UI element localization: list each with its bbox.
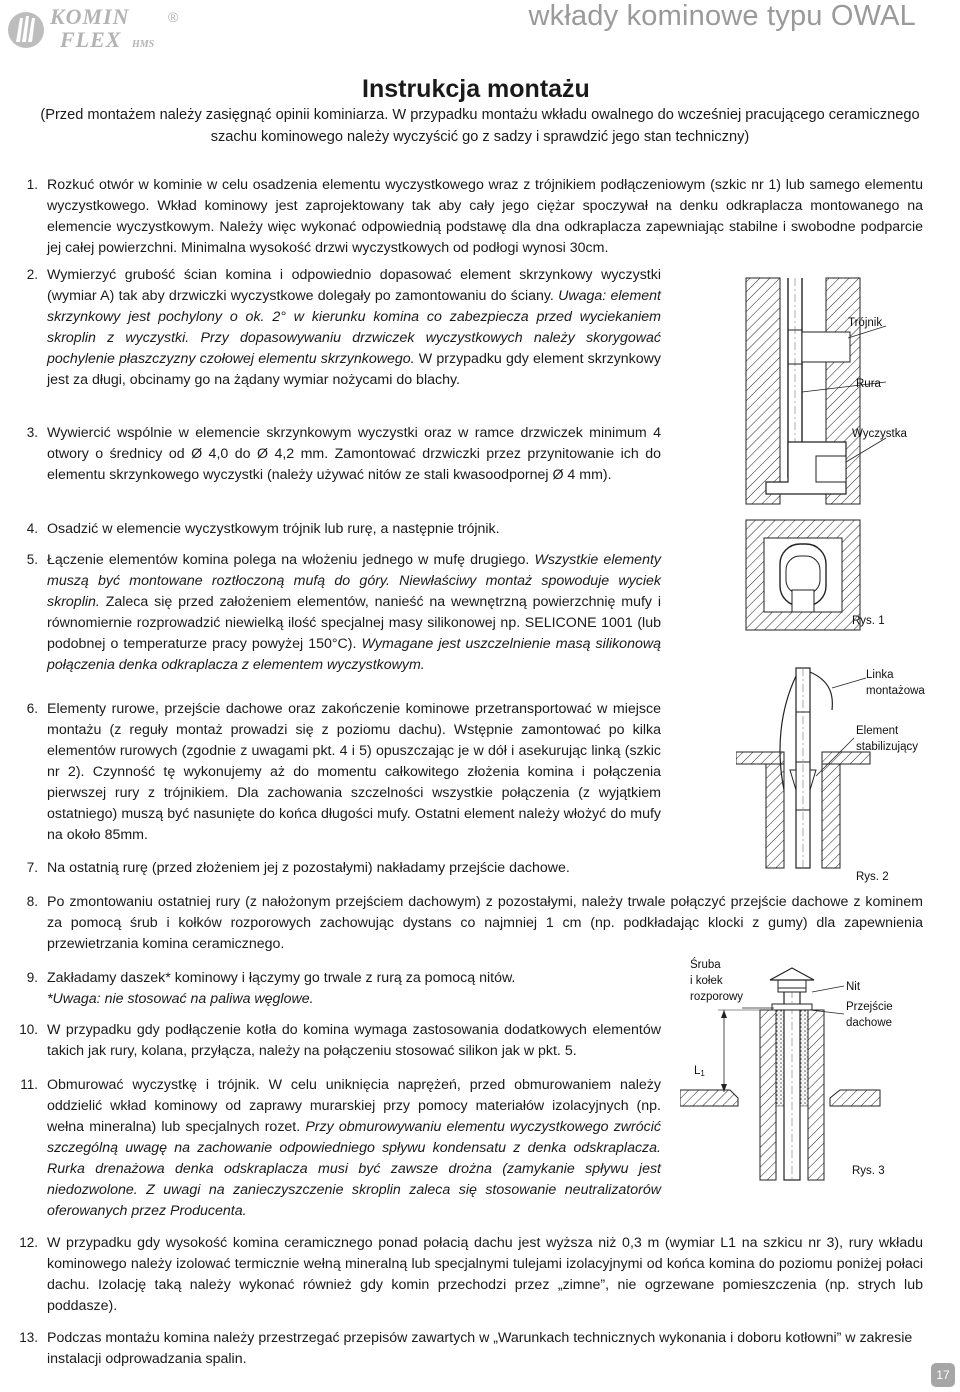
dimension-label: L1 [694, 1065, 705, 1078]
caption-rys-1: Rys. 1 [852, 615, 885, 627]
logo-registered: ® [168, 9, 179, 25]
caption-rys-2: Rys. 2 [856, 871, 889, 883]
document-title: wkłady kominowe typu OWAL [528, 0, 916, 32]
step-text [47, 519, 661, 540]
chimney-wall-right [808, 1010, 824, 1180]
step-number: 7. [26, 860, 38, 875]
step-number: 12. [19, 1235, 38, 1250]
chimney-wall-left [760, 1010, 776, 1180]
step-run: Wymierzyć grubość ścian komina i odpowiednio dopasować element skrzynkowy wyczystki (wymiar A) tak aby drzwiczki wyczystkowe dolegały po zamontowaniu do ściany. [47, 267, 661, 304]
step-emphasis: *Uwaga: nie stosować na paliwa węglowe. [47, 991, 314, 1007]
label-dachowe: dachowe [846, 1017, 893, 1029]
chimney-cap [770, 968, 814, 980]
step-text [47, 1075, 661, 1222]
label-nit: Nit [846, 981, 861, 993]
step-run: Łączenie elementów komina polega na włożeniu jednego w mufę drugiego. [47, 552, 535, 568]
step-run: Zaleca się przed założeniem elementów, nanieść na wewnętrzną powierzchnię mufy i równomiernie rozprowadzić niewielką ilość specjalnej masy silikonowej np. SELICONE 1001 (lub podobnej o temperaturze pracy powyżej 150°C). [47, 594, 661, 652]
page-title: Instrukcja montażu [362, 75, 590, 103]
step-number: 2. [26, 267, 38, 282]
step-run: W przypadku gdy element skrzynkowy jest za długi, obcinamy go na żądany wymiar nożycami do blachy. [47, 351, 661, 388]
step-number: 5. [26, 552, 38, 567]
step-text [47, 892, 923, 955]
label-trojnik: Trójnik [848, 317, 883, 329]
label-rozporowy: rozporowy [690, 991, 744, 1003]
insulation [776, 1010, 784, 1106]
step-text [47, 968, 661, 1010]
chimney-wall-left [766, 764, 784, 868]
roof-penetration [772, 1004, 812, 1010]
figure-rys-3 [680, 950, 950, 1182]
step-run: W przypadku gdy wysokość komina ceramicznego ponad połacią dachu jest wyższa niż 0,3 m (wymiar L1 na szkicu nr 3), rury wkładu kominowego należy izolować termicznie wełną mineralną lub specjalnymi tulejami izolacyjnymi od końca komina do poziomu poniżej połaci dachu. Izolację taką należy wykonać również gdy komin przechodzi przez „zimne”, nie ogrzewane pomieszczenia (np. strych lub poddasze). [47, 1235, 923, 1314]
step-number: 13. [19, 1330, 38, 1345]
step-number: 6. [26, 701, 38, 716]
label-sruba: Śruba [690, 959, 721, 971]
step-number: 1. [26, 177, 38, 192]
chimney-wall-right [822, 764, 840, 868]
intro-note: (Przed montażem należy zasięgnąć opinii kominiarza. W przypadku montażu wkładu owalnego do wcześniej pracującego ceramicznego szachu kominowego należy wyczyścić go z sadzy i sprawdzić jego stan techniczny) [40, 107, 920, 145]
logo-sub: HMS [132, 39, 155, 50]
step-run: Na ostatnią rurę (przed złożeniem jej z pozostałymi) nakładamy przejście dachowe. [47, 860, 570, 876]
step-text [47, 423, 661, 486]
step-emphasis: Wszystkie elementy muszą być montowane roztłoczoną mufą do góry. Niewłaściwy montaż spowoduje wyciek skroplin. [47, 552, 661, 610]
step-run: Po zmontowaniu ostatniej rury (z nałożonym przejściem dachowym) z pozostałymi, należy trwale połączyć przejście dachowe z kominem za pomocą śrub i kołków rozporowych zachowując dystans co najmniej 1 cm (np. podkładając klocki z gumy) dla zapewnienia przewietrzania komina ceramicznego. [47, 894, 923, 952]
step-text [47, 699, 661, 846]
step-run: Rozkuć otwór w kominie w celu osadzenia elementu wyczystkowego wraz z trójnikiem podłączeniowym (szkic nr 1) lub samego elementu wyczystkowego. Wkład kominowy jest zaprojektowany tak aby cały jego ciężar spoczywał na denku odkraplacza montowanego na elemencie wyczystkowym. Należy więc wykonać odpowiednią podstawę dla dna odkraplacza zapewniając stabilne i swobodne podparcie jej całej powierzchni. Minimalna wysokość drzwi wyczystkowych od podłogi wynosi 30cm. [47, 177, 923, 256]
step-text [47, 1020, 661, 1062]
step-run: Osadzić w elemencie wyczystkowym trójnik lub rurę, a następnie trójnik. [47, 521, 500, 537]
step-text [47, 175, 923, 259]
step-run: Elementy rurowe, przejście dachowe oraz zakończenie kominowe przetransportować w miejsce montażu (z reguły montaż prowadzi się z poziomu dachu). Wstępnie zamontować po kilka elementów rurowych (zgodnie z uwagami pkt. 4 i 5) opuszczając je w dół i asekurując linką (szkic nr 2). Czynność tę wykonujemy aż do momentu całkowitego złożenia komina i połączenia pierwszej rury z trójnikiem. Dla zachowania szczelności wszystkie połączenia (z wyjątkiem ostatniego) muszą być nasunięte do końca długości mufy. Ostatni element należy włożyć do mufy na około 85mm. [47, 701, 661, 843]
caption-rys-3: Rys. 3 [852, 1165, 885, 1177]
step-run: Zakładamy daszek* kominowy i łączymy go trwale z rurą za pomocą nitów. [47, 970, 516, 986]
mounting-rope [810, 672, 832, 710]
logo-line2: FLEX [60, 27, 122, 52]
label-stabilizujacy: stabilizujący [856, 741, 918, 753]
komin-flex-logo [4, 2, 204, 54]
step-run: Obmurować wyczystkę i trójnik. W celu uniknięcia naprężeń, przed obmurowaniem należy oddzielić wkład kominowy od zaprawy murarskiej przy pomocy materiałów izolacyjnych (np. wełna mineralna) lub specjalnych rozet. [47, 1077, 661, 1135]
step-emphasis: Uwaga: element skrzynkowy jest pochylony o ok. 2° w kierunku komina co zabezpiecza przed wyciekaniem skroplin z wyczystki. Przy dopasowywaniu drzwiczek wyczystkowych należy skorygować pochylenie płaszczyzny czołowej elementu skrzynkowego. [47, 288, 661, 367]
logo-flame-icon [8, 12, 44, 48]
step-text [47, 1233, 923, 1317]
chimney-wall-left [746, 278, 780, 504]
figure-rys-2 [736, 640, 950, 884]
label-wyczystka: Wyczystka [852, 428, 907, 440]
step-number: 9. [26, 970, 38, 985]
step-emphasis: Przy obmurowywaniu elementu wyczystkowego zwrócić szczególną uwagę na zachowanie odpowiedniego spływu kondensatu z denka odskraplacza. Rurka drenażowa denka odskraplacza musi być zawsze drożna (zamykanie spływu jest niedozwolone. Z uwagi na zanieczyszczenie skroplin zaleca się stosowanie neutralizatorów oferowanych przez Producenta. [47, 1119, 661, 1219]
tee-connector [802, 332, 850, 362]
label-montazowa: montażowa [866, 685, 925, 697]
step-run: Podczas montażu komina należy przestrzegać przepisów zawartych w „Warunkach technicznych wykonania i doboru kotłowni” w zakresie instalacji odprowadzania spalin. [47, 1330, 913, 1367]
label-i-kolek: i kołek [690, 975, 723, 987]
figure-rys-1 [736, 272, 950, 636]
step-number: 11. [20, 1077, 38, 1092]
step-text [47, 550, 661, 676]
page-number: 17 [931, 1363, 955, 1387]
step-run: Wywiercić wspólnie w elemencie skrzynkowym wyczystki oraz w ramce drzwiczek minimum 4 otwory o średnicy od Ø 4,0 do Ø 4,2 mm. Zamontować drzwiczki przez przynitowanie ich do elementu skrzynkowego wyczystki (należy używać nitów ze stali kwasoodpornej Ø 4 mm). [47, 425, 661, 483]
step-number: 10. [19, 1022, 38, 1037]
step-number: 8. [26, 894, 38, 909]
step-text [47, 1328, 923, 1370]
label-element: Element [856, 725, 899, 737]
step-run: W przypadku gdy podłączenie kotła do komina wymaga zastosowania dodatkowych elementów takich jak rury, kolana, przyłącza, należy na połączeniu stosować silikon jak w pkt. 5. [47, 1022, 661, 1059]
step-text [47, 265, 661, 391]
step-text [47, 858, 661, 879]
logo-line1: KOMIN [50, 4, 130, 29]
label-przejscie: Przejście [846, 1001, 893, 1013]
label-linka: Linka [866, 669, 894, 681]
step-number: 3. [26, 425, 38, 440]
step-emphasis: Wymagane jest uszczelnienie masą silikonową połączenia denka odkraplacza z elementem wyczystkowym. [47, 636, 661, 673]
step-number: 4. [26, 521, 38, 536]
label-rura: Rura [856, 378, 881, 390]
